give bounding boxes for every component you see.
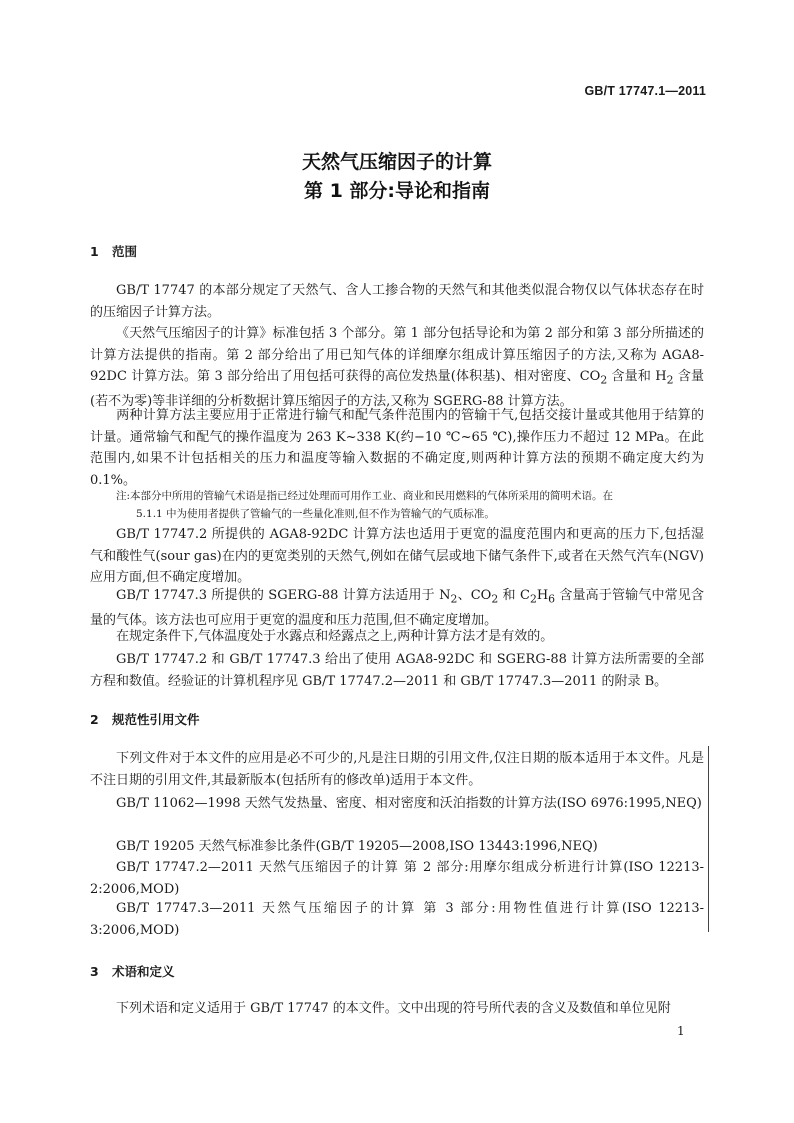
s1-paragraph-4 bbox=[90, 524, 704, 589]
s1-paragraph-1 bbox=[90, 280, 704, 323]
paragraph-text: H bbox=[536, 588, 549, 603]
s1-note bbox=[116, 487, 706, 523]
s1-paragraph-5 bbox=[90, 585, 704, 632]
reference-text: GB/T 17747.2—2011 天然气压缩因子的计算 第 2 部分:用摩尔组成分析进行计算(ISO 12213-2:2006,MOD) bbox=[90, 860, 704, 897]
section-number: 3 bbox=[90, 964, 99, 979]
subscript: 2 bbox=[600, 373, 608, 387]
subscript: 2 bbox=[529, 592, 537, 606]
paragraph-text: 含量和 H bbox=[607, 369, 667, 384]
paragraph-text: 和 C bbox=[498, 588, 530, 603]
section-1-heading bbox=[90, 242, 137, 260]
s2-reference-1 bbox=[90, 793, 704, 815]
note-text: 5.1.1 中为使用者提供了管输气的一些量化准则,但不作为管输气的气质标准。 bbox=[136, 508, 495, 520]
paragraph-text: 含量(若不为零)等非详细的分析数据计算压缩因子的方法,又称为 SGERG-88 计算方法。 bbox=[90, 369, 704, 410]
section-title: 规范性引用文件 bbox=[112, 712, 200, 727]
section-number: 2 bbox=[90, 712, 99, 727]
section-title: 术语和定义 bbox=[112, 964, 175, 979]
s1-paragraph-2 bbox=[90, 323, 704, 413]
section-3-heading bbox=[90, 962, 175, 980]
paragraph-text: 下列文件对于本文件的应用是必不可少的,凡是注日期的引用文件,仅注日期的版本适用于本文件。凡是不注日期的引用文件,其最新版本(包括所有的修改单)适用于本文件。 bbox=[90, 751, 704, 788]
s1-paragraph-6 bbox=[90, 626, 704, 648]
reference-text: GB/T 17747.3—2011 天然气压缩因子的计算 第 3 部分:用物性值进行计算(ISO 12213-3:2006,MOD) bbox=[90, 901, 704, 938]
paragraph-text: GB/T 17747.2 和 GB/T 17747.3 给出了使用 AGA8-92DC 和 SGERG-88 计算方法所需要的全部方程和数值。经验证的计算机程序见 GB/T 17747.2—2011 和 GB/T 17747.3—2011 的附录 B。 bbox=[90, 652, 704, 689]
s1-paragraph-7 bbox=[90, 649, 704, 692]
s1-paragraph-3 bbox=[90, 405, 704, 491]
note-text: 注:本部分中所用的管输气术语是指已经过处理而可用作工业、商业和民用燃料的气体所采用的简明术语。在 bbox=[116, 490, 614, 502]
section-number: 1 bbox=[90, 244, 99, 259]
paragraph-text: 在规定条件下,气体温度处于水露点和烃露点之上,两种计算方法才是有效的。 bbox=[116, 629, 554, 644]
section-2-heading bbox=[90, 710, 200, 728]
subscript: 2 bbox=[666, 373, 674, 387]
title-line-2: 第 1 部分:导论和指南 bbox=[303, 180, 491, 202]
section-title: 范围 bbox=[112, 244, 138, 259]
standard-number: GB/T 17747.1—2011 bbox=[584, 84, 706, 98]
page-number: 1 bbox=[677, 1024, 685, 1038]
margin-line bbox=[708, 746, 709, 932]
paragraph-text: 含量高于管输气中常见含量的气体。该方法也可应用于更宽的温度和压力范围,但不确定度增加。 bbox=[90, 588, 704, 629]
subscript: 6 bbox=[548, 592, 556, 606]
paragraph-text: 、CO bbox=[457, 588, 492, 603]
subscript: 2 bbox=[491, 592, 499, 606]
reference-text: GB/T 11062—1998 天然气发热量、密度、相对密度和沃泊指数的计算方法(ISO 6976:1995,NEQ) bbox=[116, 796, 702, 811]
document-title bbox=[0, 148, 794, 206]
paragraph-text: GB/T 17747 的本部分规定了天然气、含人工掺合物的天然气和其他类似混合物仅以气体状态存在时的压缩因子计算方法。 bbox=[90, 283, 704, 320]
reference-text: GB/T 19205 天然气标准参比条件(GB/T 19205—2008,ISO 13443:1996,NEQ) bbox=[116, 839, 598, 854]
paragraph-text: GB/T 17747.3 所提供的 SGERG-88 计算方法适用于 N bbox=[116, 588, 451, 603]
s2-reference-4 bbox=[90, 898, 704, 941]
subscript: 2 bbox=[450, 592, 458, 606]
s2-reference-3 bbox=[90, 857, 704, 900]
paragraph-text: 两种计算方法主要应用于正常进行输气和配气条件范围内的管输干气,包括交接计量或其他用于结算的计量。通常输气和配气的操作温度为 263 K~338 K(约−10 ℃~65 ℃),操作压力不超过 12 MPa。在此范围内,如果不计包括相关的压力和温度等输入数据的不确定度,则两种计算方法的预期不确定度大约为 0.1%。 bbox=[90, 408, 704, 488]
s2-reference-2 bbox=[90, 836, 704, 858]
paragraph-text: GB/T 17747.2 所提供的 AGA8-92DC 计算方法也适用于更宽的温度范围内和更高的压力下,包括湿气和酸性气(sour gas)在内的更宽类别的天然气,例如在储气层或地下储气条件下,或者在天然气汽车(NGV)应用方面,但不确定度增加。 bbox=[90, 527, 704, 585]
paragraph-text: 《天然气压缩因子的计算》标准包括 3 个部分。第 1 部分包括导论和为第 2 部分和第 3 部分所描述的计算方法提供的指南。第 2 部分给出了用已知气体的详细摩尔组成计算压缩因子的方法,又称为 AGA8-92DC 计算方法。第 3 部分给出了用包括可获得的高位发热量(体积基)、相对密度、CO bbox=[90, 326, 704, 384]
title-line-1: 天然气压缩因子的计算 bbox=[301, 151, 492, 173]
s2-paragraph-1 bbox=[90, 748, 704, 791]
paragraph-text: 下列术语和定义适用于 GB/T 17747 的本文件。文中出现的符号所代表的含义及数值和单位见附 bbox=[116, 1001, 671, 1016]
s3-paragraph-1 bbox=[90, 998, 704, 1020]
